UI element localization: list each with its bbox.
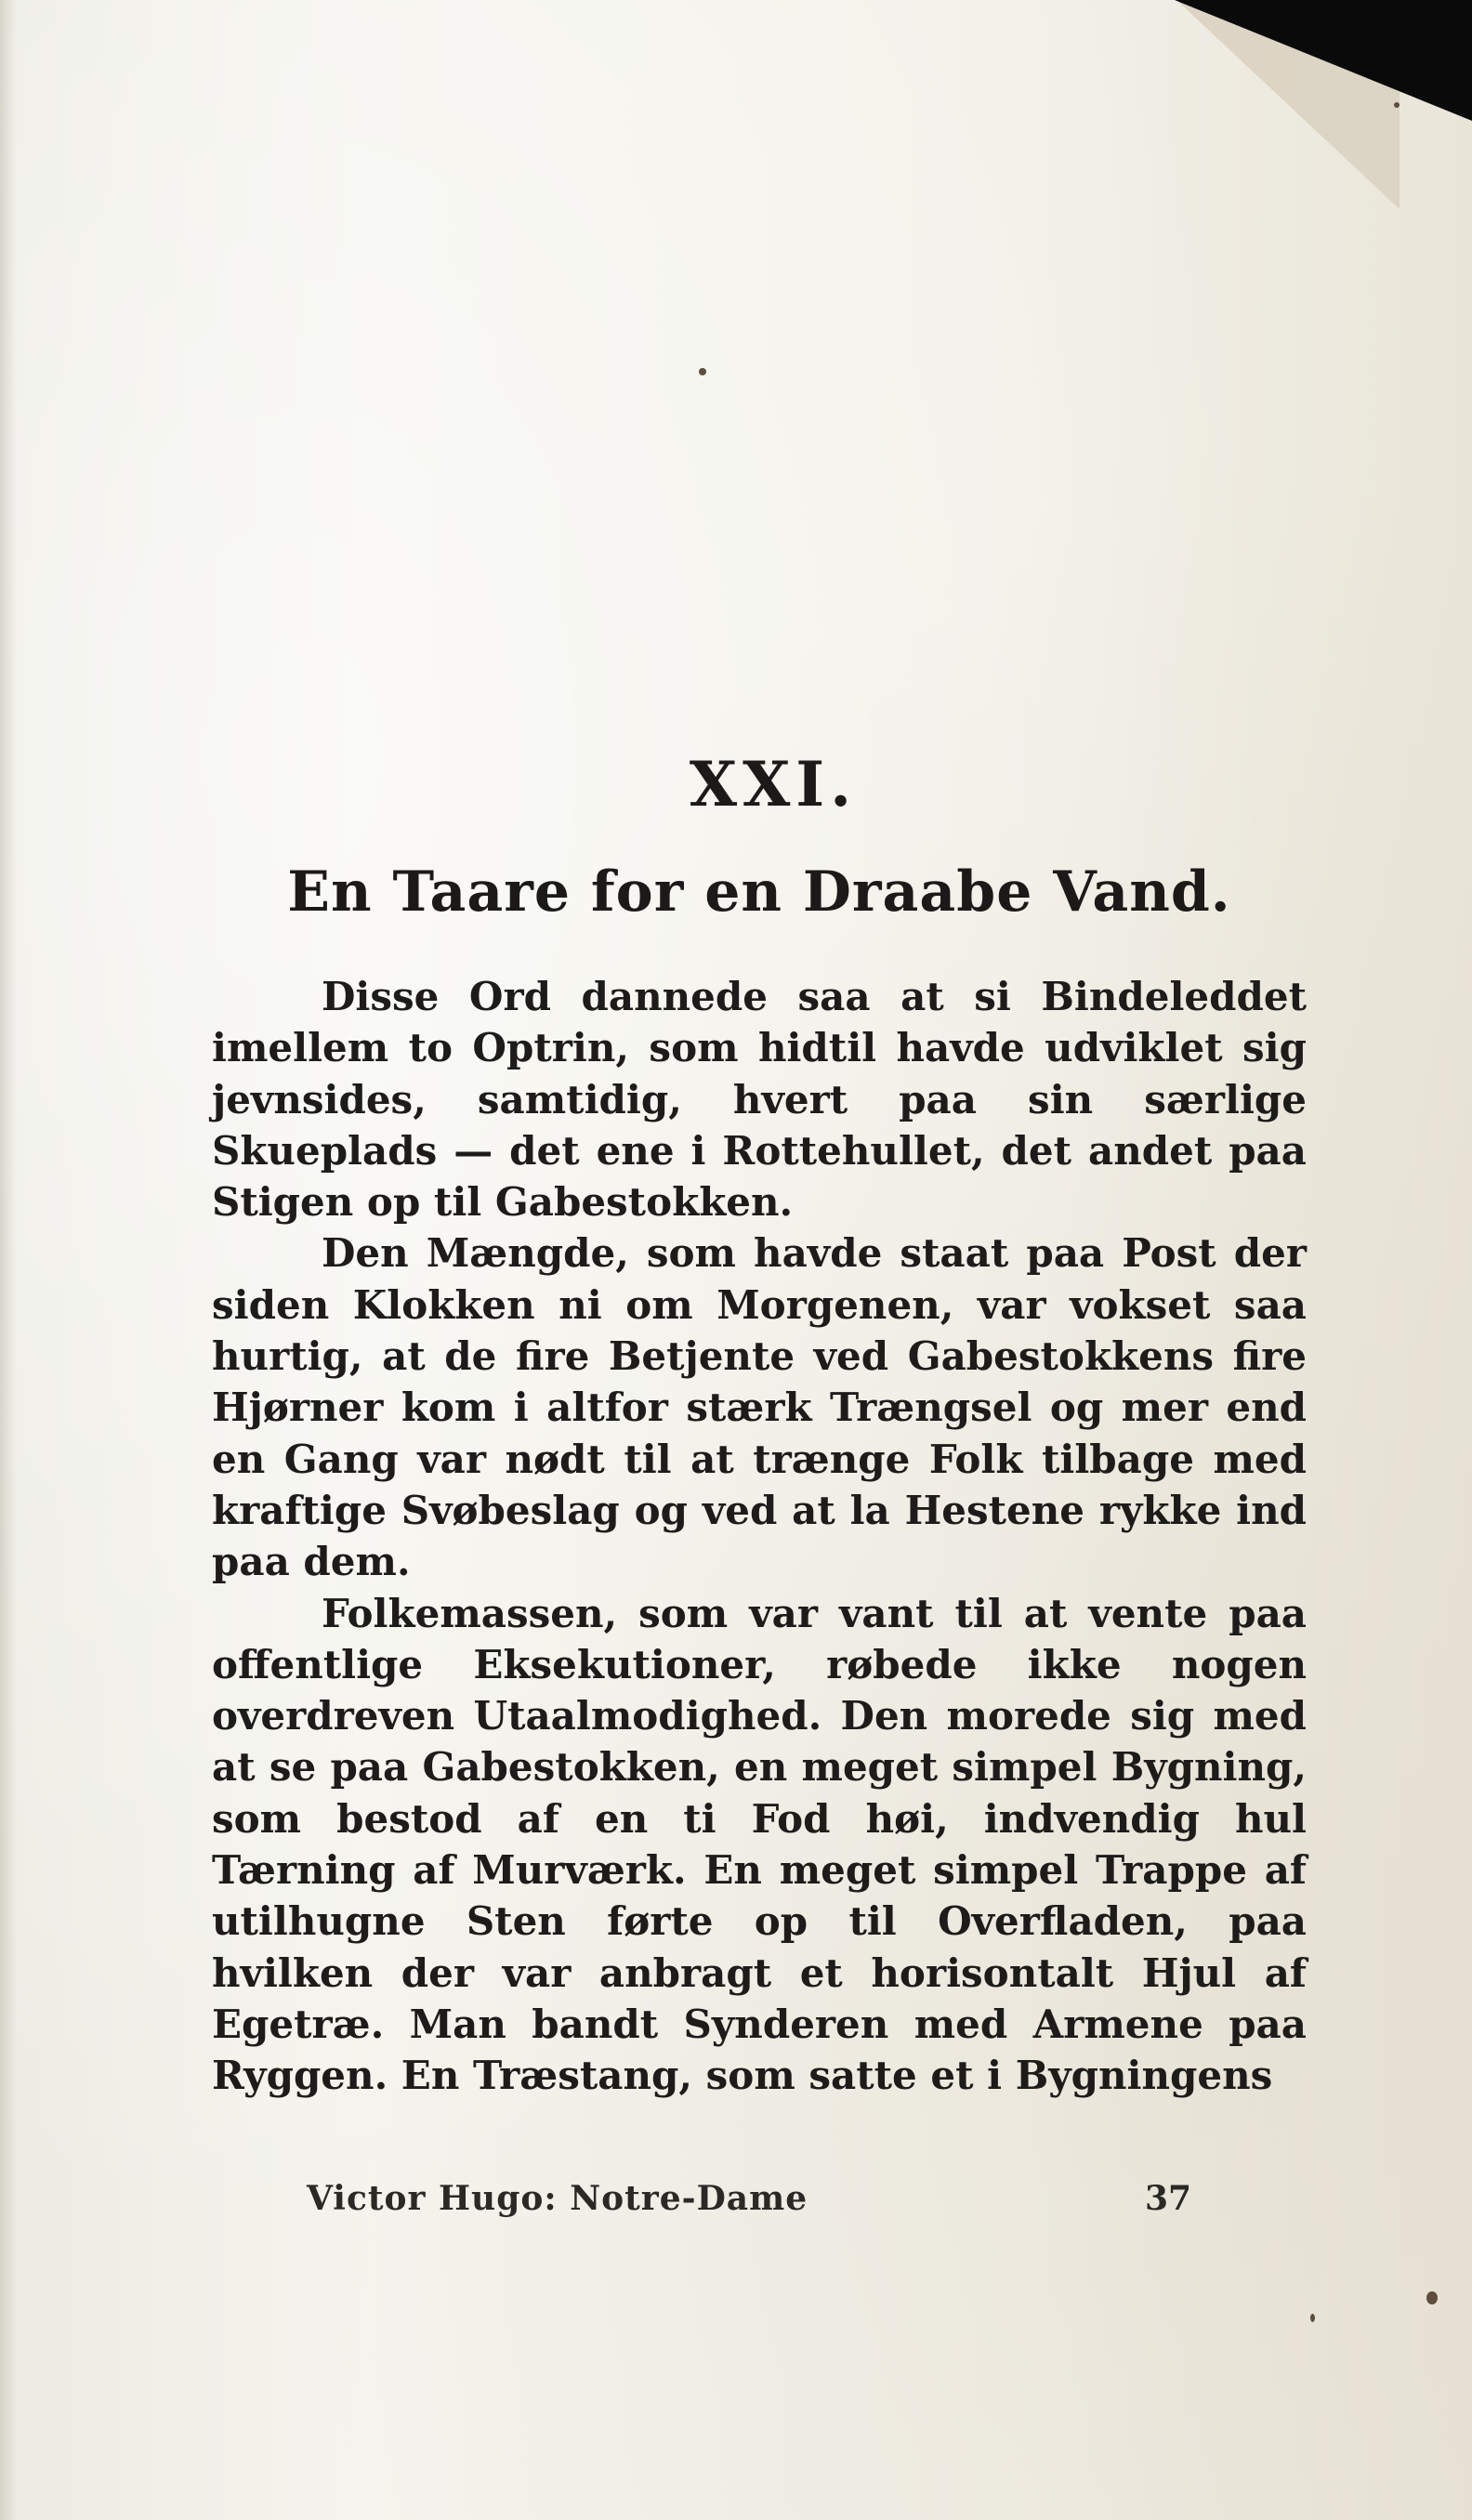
paragraph: Folkemassen, som var vant til at vente paa offentlige Eksekutioner, røbede ikke nogen overdreven Utaalmodighed. Den morede sig med at se paa Gabestokken, en meget simpel Bygning, som bestod af en ti Fod høi, indvendig hul Tærning af Murværk. En meget simpel Trappe af utilhugne Sten førte op til Overfladen, paa hvilken der var anbragt et horisontalt Hjul af Egetræ. Man bandt Synderen med Armene paa Ryggen. En Træstang, som satte et i Bygningens [212, 1590, 1307, 2099]
page-signature-mark: 37 [1145, 2179, 1192, 2218]
paragraph: Den Mængde, som havde staat paa Post der siden Klokken ni om Morgenen, var vokset saa hurtig, at de fire Betjente ved Gabestokkens fire Hjørner kom i altfor stærk Trængsel og mer end en Gang var nødt til at trænge Folk tilbage med kraftige Svøbeslag og ved at la Hestene rykke ind paa dem. [212, 1230, 1307, 1585]
chapter-title: En Taare for en Draabe Vand. [287, 860, 1231, 925]
page-edge-shadow [0, 0, 17, 2520]
paper-speck [1426, 2291, 1438, 2304]
paper-speck [699, 368, 706, 375]
chapter-number: XXI. [689, 748, 858, 820]
paper-speck [1310, 2314, 1315, 2322]
paper-speck [1394, 102, 1400, 108]
footer-signature: Victor Hugo: Notre-Dame [307, 2179, 808, 2218]
scan-background-corner [1175, 0, 1472, 121]
paragraph: Disse Ord dannede saa at si Bindeleddet imellem to Optrin, som hidtil havde udviklet sig jevnsides, samtidig, hvert paa sin særlige Skueplads — det ene i Rottehullet, det andet paa Stigen op til Gabestokken. [212, 974, 1307, 1226]
body-text [212, 971, 1307, 2102]
